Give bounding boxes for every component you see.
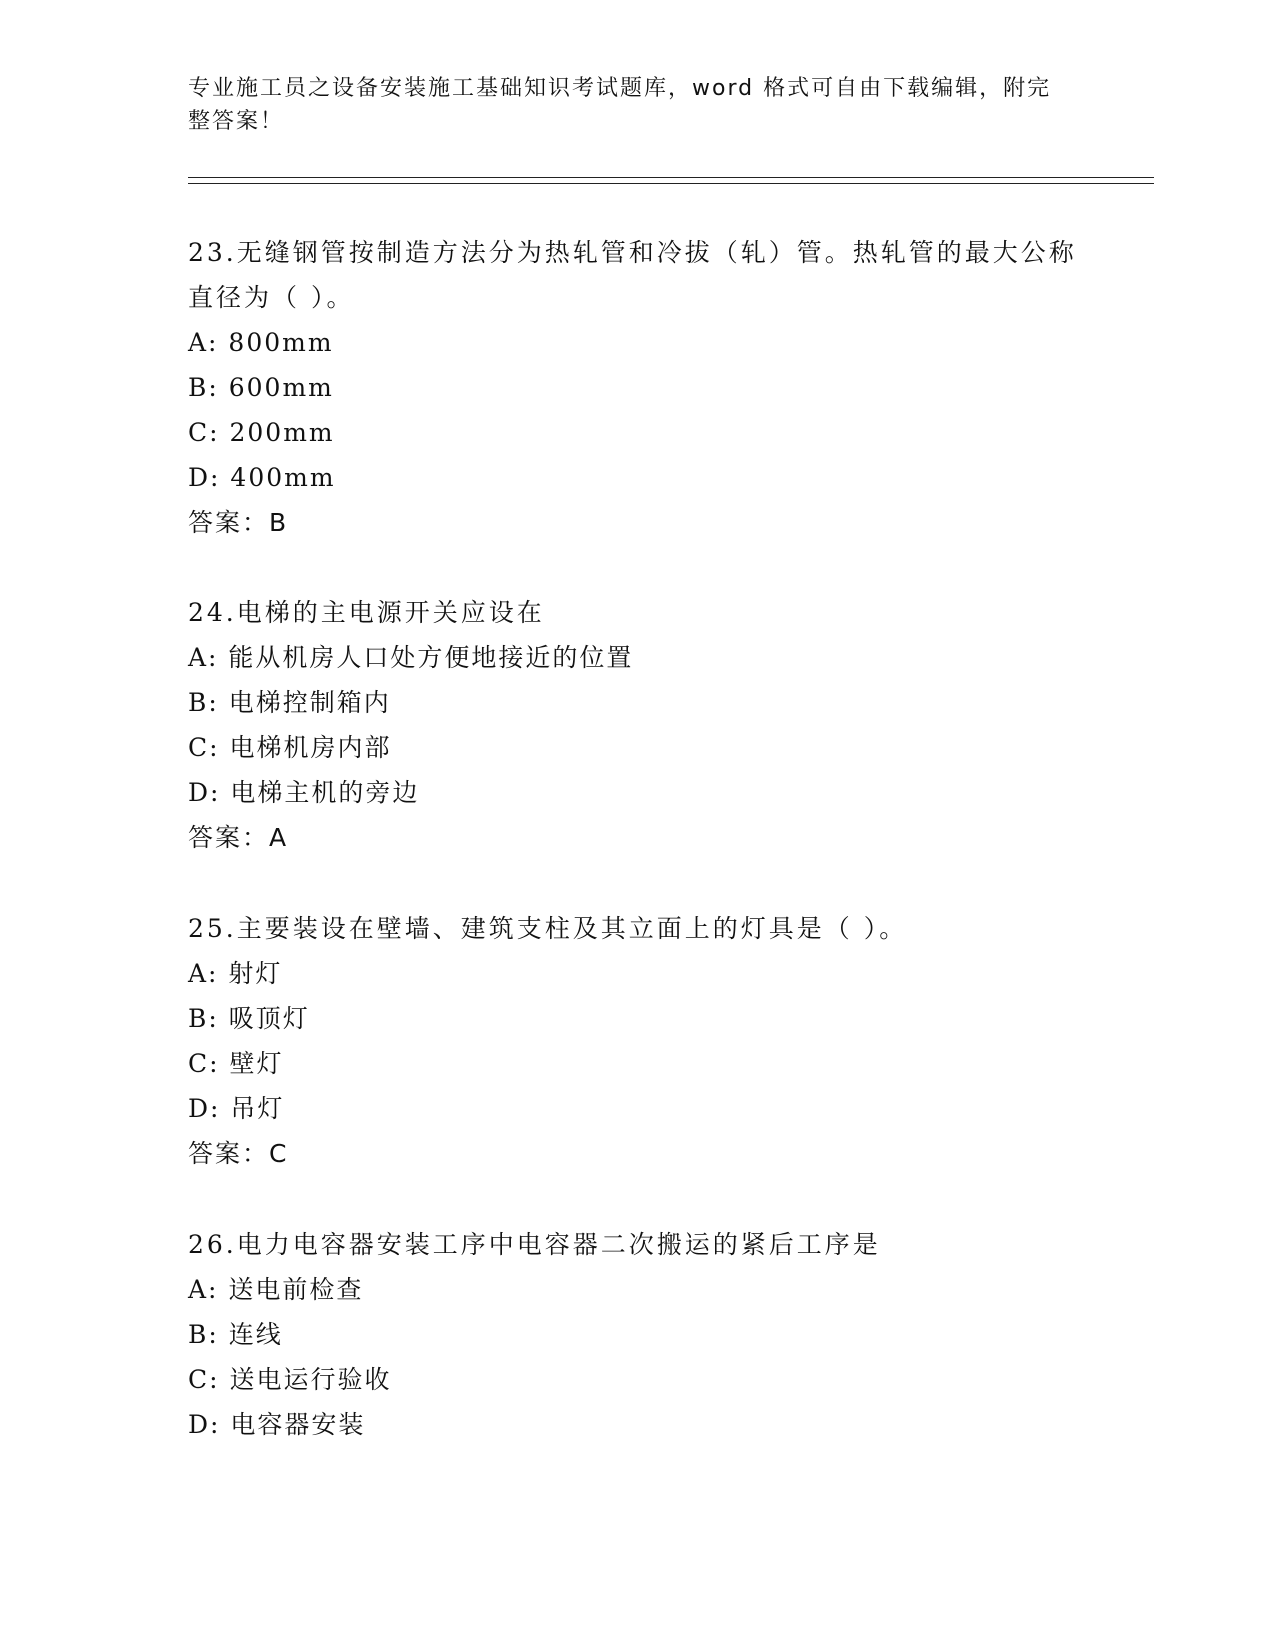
question-26	[188, 1222, 1078, 1447]
option-b: B: 吸顶灯	[188, 1004, 310, 1033]
option-a: A: 送电前检查	[188, 1275, 364, 1304]
question-23	[188, 230, 1078, 545]
question-stem: 26.电力电容器安装工序中电容器二次搬运的紧后工序是	[188, 1230, 881, 1259]
option-c: C: 电梯机房内部	[188, 733, 392, 762]
option-d: D: 400mm	[188, 463, 336, 492]
option-a: A: 800mm	[188, 328, 334, 357]
answer-line: 答案：B	[188, 508, 289, 537]
question-stem: 25.主要装设在壁墙、建筑支柱及其立面上的灯具是（ ）。	[188, 914, 908, 943]
option-c: C: 送电运行验收	[188, 1365, 392, 1394]
option-d: D: 电容器安装	[188, 1410, 366, 1439]
option-b: B: 600mm	[188, 373, 334, 402]
document-header: 专业施工员之设备安装施工基础知识考试题库，word 格式可自由下载编辑，附完整答案！	[188, 76, 1052, 134]
question-stem: 24.电梯的主电源开关应设在	[188, 598, 545, 627]
option-c: C: 壁灯	[188, 1049, 284, 1078]
question-stem: 23.无缝钢管按制造方法分为热轧管和冷拔（轧）管。热轧管的最大公称直径为（ ）。	[188, 238, 1077, 312]
header-rule-bottom	[188, 183, 1154, 184]
option-b: B: 连线	[188, 1320, 283, 1349]
question-24	[188, 590, 1078, 860]
header-rule-top	[188, 177, 1154, 178]
option-d: D: 电梯主机的旁边	[188, 778, 420, 807]
option-a: A: 射灯	[188, 959, 283, 988]
option-c: C: 200mm	[188, 418, 335, 447]
answer-line: 答案：C	[188, 1139, 289, 1168]
option-d: D: 吊灯	[188, 1094, 285, 1123]
answer-line: 答案：A	[188, 823, 289, 852]
option-b: B: 电梯控制箱内	[188, 688, 391, 717]
question-25	[188, 906, 1078, 1176]
option-a: A: 能从机房人口处方便地接近的位置	[188, 643, 634, 672]
